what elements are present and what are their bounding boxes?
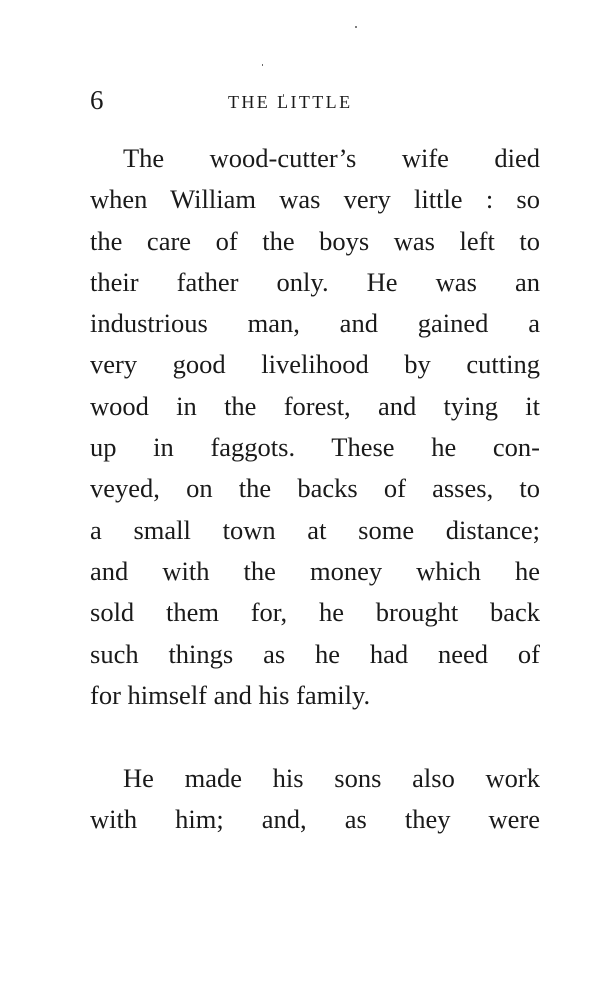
text-line: a small town at some distance; <box>90 514 540 545</box>
running-head <box>90 84 538 118</box>
running-title: THE LITTLE <box>228 92 353 112</box>
text-line: veyed, on the backs of asses, to <box>90 473 540 504</box>
body-text <box>90 138 540 841</box>
text-line: when William was very little : so <box>90 184 540 215</box>
text-line: industrious man, and gained a <box>90 308 540 339</box>
text-line: for himself and his family. <box>90 679 371 710</box>
text-line: wood in the forest, and tying it <box>90 390 540 421</box>
print-speck <box>355 26 357 28</box>
text-line: such things as he had need of <box>90 638 540 669</box>
text-line: sold them for, he brought back <box>90 597 540 628</box>
text-line: The wood-cutter’s wife died <box>123 143 540 173</box>
text-line: their father only. He was an <box>90 266 540 297</box>
paragraph <box>90 138 540 716</box>
text-line: up in faggots. These he con- <box>90 432 540 463</box>
page-number: 6 <box>90 85 104 115</box>
text-line: the care of the boys was left to <box>90 225 540 256</box>
print-speck <box>262 64 263 66</box>
text-line: with him; and, as they were <box>90 804 540 835</box>
text-line: He made his sons also work <box>123 763 540 794</box>
paragraph <box>90 758 540 841</box>
text-line: very good livelihood by cutting <box>90 349 540 380</box>
text-line: and with the money which he <box>90 555 540 586</box>
